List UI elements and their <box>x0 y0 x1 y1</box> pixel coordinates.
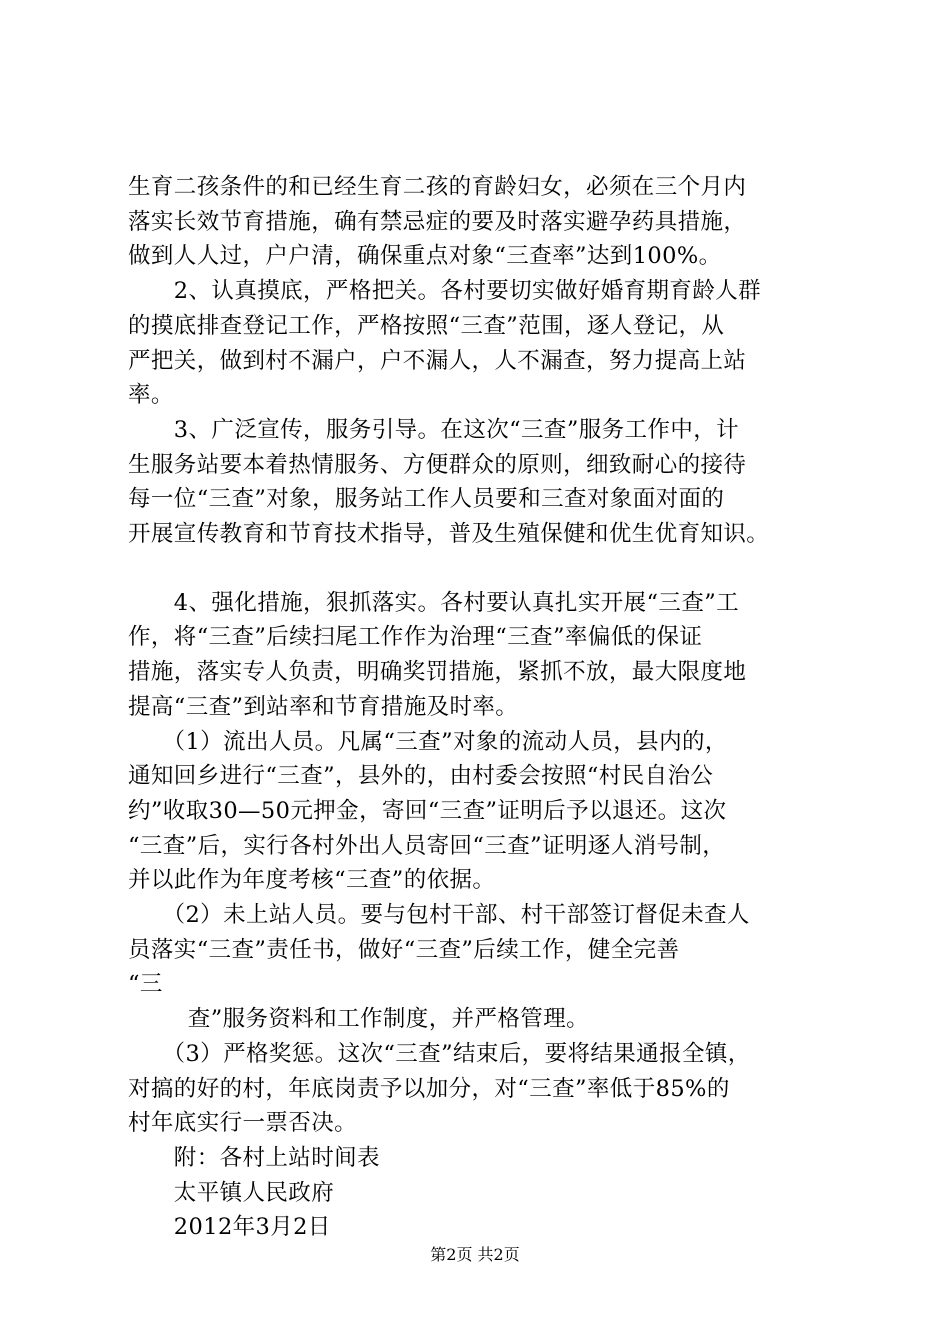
text-line: 生育二孩条件的和已经生育二孩的育龄妇女，必须在三个月内 <box>128 174 747 200</box>
text-line: （3）严格奖惩。这次“三查”结束后，要将结果通报全镇， <box>128 1040 751 1067</box>
attachment-line: 附：各村上站时间表 <box>128 1144 380 1171</box>
date-line: 2012年3月2日 <box>128 1214 331 1241</box>
paragraph-gap <box>128 552 848 586</box>
text-line: 员落实“三查”责任书，做好“三查”后续工作，健全完善 <box>128 936 680 963</box>
document-body <box>128 170 848 1245</box>
text-line: 的摸底排查登记工作，严格按照“三查”范围，逐人登记，从 <box>128 312 725 339</box>
text-line: 提高“三查”到站率和节育措施及时率。 <box>128 693 519 720</box>
text-line: 开展宣传教育和节育技术指导，普及生殖保健和优生优育知识。 <box>128 521 770 548</box>
text-line: 作，将“三查”后续扫尾工作作为治理“三查”率偏低的保证 <box>128 624 703 651</box>
text-line: 4、强化措施，狠抓落实。各村要认真扎实开展“三查”工 <box>128 589 740 616</box>
text-line: 村年底实行一票否决。 <box>128 1110 358 1137</box>
text-line: 3、广泛宣传，服务引导。在这次“三查”服务工作中，计 <box>128 416 740 443</box>
text-line: 生服务站要本着热情服务、方便群众的原则，细致耐心的接待 <box>128 451 747 478</box>
text-line: （1）流出人员。凡属“三查”对象的流动人员，县内的， <box>128 728 728 755</box>
text-line: 每一位“三查”对象，服务站工作人员要和三查对象面对面的 <box>128 486 725 513</box>
text-line: 对搞的好的村，年底岗责予以加分，对“三查”率低于85%的 <box>128 1075 730 1102</box>
text-line: 严把关，做到村不漏户，户不漏人，人不漏查，努力提高上站 <box>128 347 747 374</box>
text-line: 并以此作为年度考核“三查”的依据。 <box>128 867 496 894</box>
text-line: 落实长效节育措施，确有禁忌症的要及时落实避孕药具措施， <box>128 208 747 235</box>
text-line: “三查”后，实行各村外出人员寄回“三查”证明逐人消号制， <box>128 832 726 859</box>
text-line: 通知回乡进行“三查”，县外的，由村委会按照“村民自治公 <box>128 763 714 790</box>
page-number-footer: 第2页 共2页 <box>430 1245 520 1264</box>
issuer-line: 太平镇人民政府 <box>128 1179 335 1206</box>
text-line: 2、认真摸底，严格把关。各村要切实做好婚育期育龄人群 <box>128 278 762 305</box>
text-line: 约”收取30—50元押金，寄回“三查”证明后予以退还。这次 <box>128 797 727 824</box>
text-line: 做到人人过，户户清，确保重点对象“三查率”达到100%。 <box>128 243 722 270</box>
text-line: 查”服务资料和工作制度，并严格管理。 <box>142 1006 590 1033</box>
text-line: （2）未上站人员。要与包村干部、村干部签订督促未查人 <box>128 902 750 929</box>
text-line: “三 <box>128 971 163 998</box>
text-line: 率。 <box>128 382 174 409</box>
text-line: 措施，落实专人负责，明确奖罚措施，紧抓不放，最大限度地 <box>128 659 747 686</box>
